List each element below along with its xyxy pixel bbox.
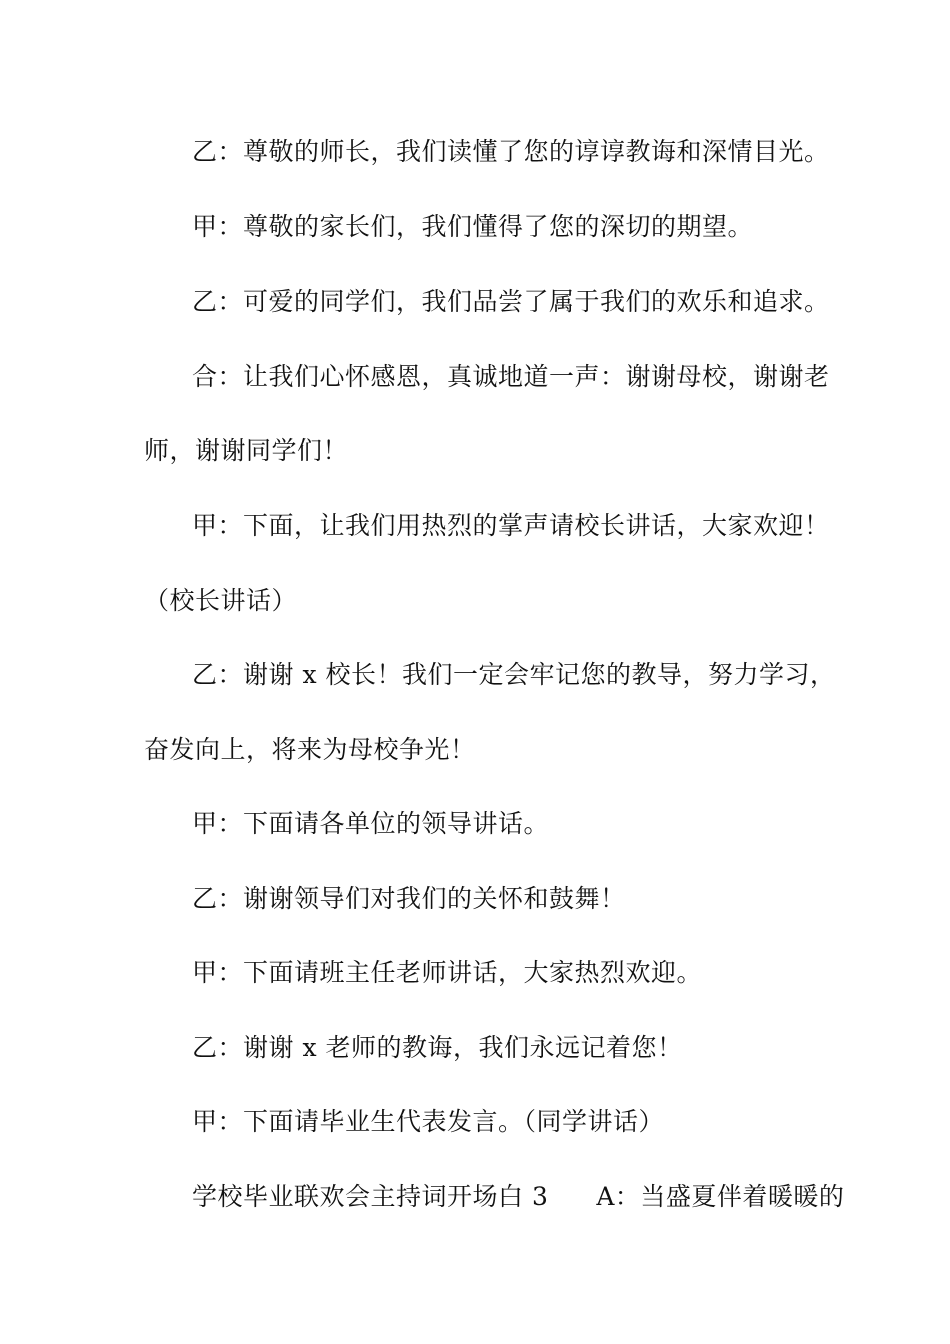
- paragraph-line-8: 乙：谢谢 x 校长！我们一定会牢记您的教导，努力学习，: [192, 660, 836, 689]
- paragraph-line-10: 甲：下面请各单位的领导讲话。: [192, 809, 550, 838]
- section-start-text: A：当盛夏伴着暖暖的: [596, 1182, 845, 1211]
- paragraph-line-13: 乙：谢谢 x 老师的教诲，我们永远记着您！: [192, 1033, 683, 1062]
- paragraph-line-15: [192, 1182, 844, 1212]
- section-title: 学校毕业联欢会主持词开场白 3: [192, 1182, 549, 1211]
- paragraph-line-12: 甲：下面请班主任老师讲话，大家热烈欢迎。: [192, 958, 703, 987]
- paragraph-line-2: 甲：尊敬的家长们，我们懂得了您的深切的期望。: [192, 212, 754, 241]
- paragraph-line-14: 甲：下面请毕业生代表发言。（同学讲话）: [192, 1107, 665, 1136]
- paragraph-line-9: 奋发向上，将来为母校争光！: [144, 735, 476, 764]
- paragraph-line-5: 师，谢谢同学们！: [144, 436, 349, 465]
- paragraph-line-7: （校长讲话）: [144, 586, 298, 615]
- paragraph-line-1: 乙：尊敬的师长，我们读懂了您的谆谆教诲和深情目光。: [192, 137, 830, 166]
- paragraph-line-4: 合：让我们心怀感恩，真诚地道一声：谢谢母校，谢谢老: [192, 362, 830, 391]
- paragraph-line-3: 乙：可爱的同学们，我们品尝了属于我们的欢乐和追求。: [192, 287, 830, 316]
- paragraph-line-11: 乙：谢谢领导们对我们的关怀和鼓舞！: [192, 884, 626, 913]
- paragraph-line-6: 甲：下面，让我们用热烈的掌声请校长讲话，大家欢迎！: [192, 511, 830, 540]
